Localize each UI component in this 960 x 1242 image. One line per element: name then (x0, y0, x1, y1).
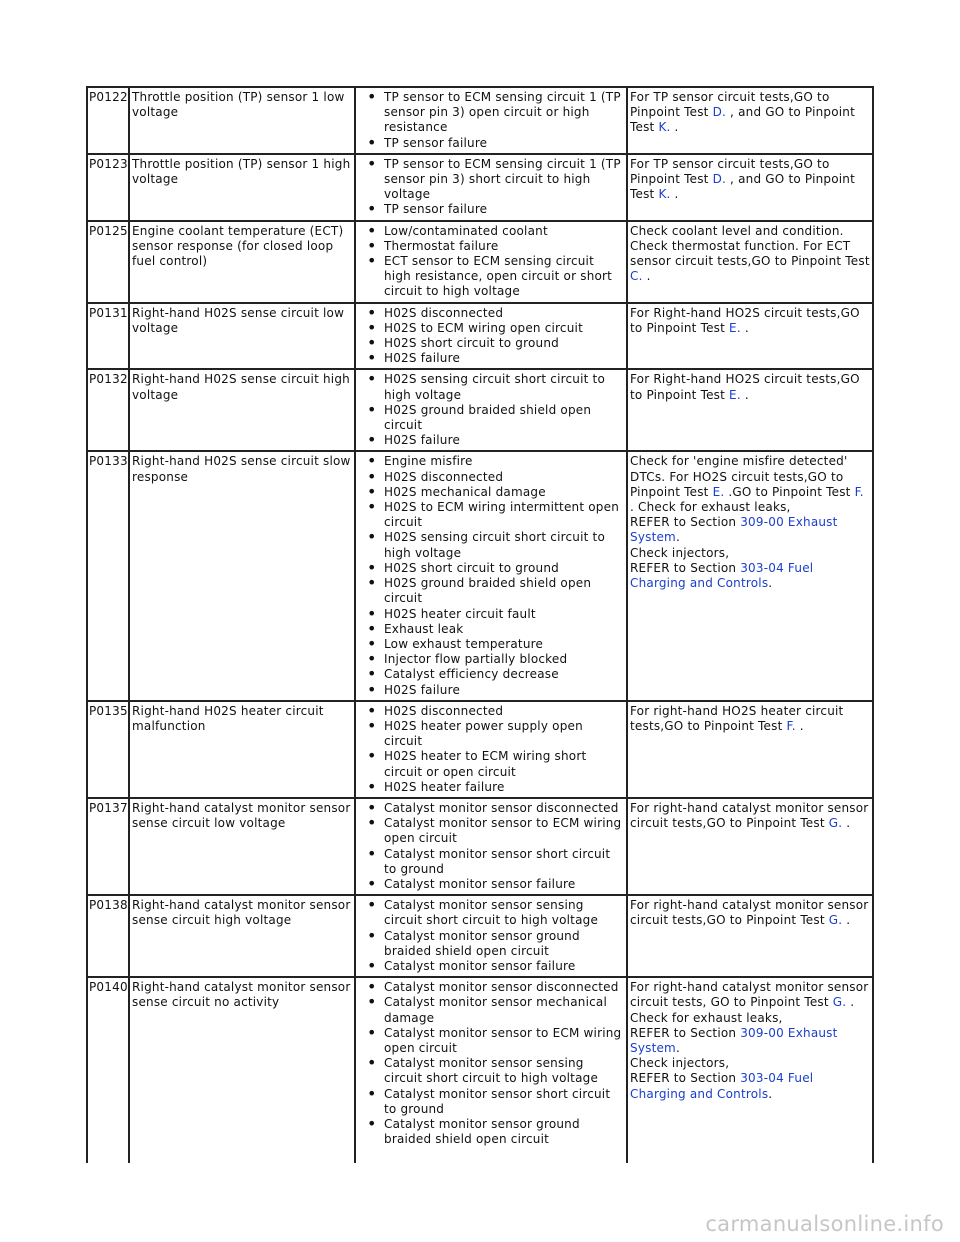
cause-item: • Catalyst monitor sensor disconnected (360, 980, 624, 995)
cause-item: • H02S short circuit to ground (360, 336, 624, 351)
reference-link[interactable]: 303-04 Fuel Charging and Controls (630, 1071, 814, 1101)
action-text: Check injectors, (630, 1056, 730, 1071)
action (626, 370, 874, 450)
possible-causes (354, 370, 626, 450)
cause-item: • H02S disconnected (360, 306, 624, 321)
action-text: For right-hand HO2S heater circuit tests,GO to Pinpoint Test (630, 703, 844, 733)
cause-list (358, 224, 624, 300)
action-text: . Check for exhaust leaks, (630, 500, 791, 515)
action (626, 155, 874, 220)
cause-item: • Catalyst monitor sensor mechanical damage (360, 995, 624, 1025)
table-row (86, 976, 874, 1149)
cause-item: • H02S ground braided shield open circuit (360, 576, 624, 606)
action-text: . (795, 718, 804, 733)
action-text: For right-hand catalyst monitor sensor circuit tests,GO to Pinpoint Test (630, 898, 869, 928)
cause-item: • Catalyst monitor sensor ground braided shield open circuit (360, 1117, 624, 1147)
action (626, 304, 874, 369)
action-text: REFER to Section (630, 1025, 741, 1040)
possible-causes (354, 702, 626, 797)
cause-item: • ECT sensor to ECM sensing circuit high resistance, open circuit or short circuit to high voltage (360, 254, 624, 300)
action-text: Check injectors, (630, 545, 730, 560)
action-text: . (768, 576, 773, 591)
action-text: For Right-hand HO2S circuit tests,GO to Pinpoint Test (630, 305, 860, 335)
dtc-description: Throttle position (TP) sensor 1 low voltage (128, 88, 354, 153)
action-text: , and GO to Pinpoint Test (630, 105, 856, 135)
reference-link[interactable]: E. (729, 320, 741, 335)
dtc-description: Right-hand catalyst monitor sensor sense circuit low voltage (128, 799, 354, 894)
dtc-code: P0133 (86, 452, 128, 699)
reference-link[interactable]: 309-00 Exhaust System (630, 515, 838, 545)
action-text: . (670, 120, 679, 135)
reference-link[interactable]: G. (828, 913, 843, 928)
table-row (86, 86, 874, 153)
action-text: . (670, 187, 679, 202)
cause-item: • H02S sensing circuit short circuit to high voltage (360, 530, 624, 560)
cause-item: • H02S ground braided shield open circuit (360, 403, 624, 433)
table-row (86, 797, 874, 894)
reference-link[interactable]: D. (712, 105, 727, 120)
action-text: . (842, 816, 851, 831)
action (626, 978, 874, 1149)
cause-item: • Catalyst monitor sensor failure (360, 877, 624, 892)
action-text: . (768, 1086, 773, 1101)
possible-causes (354, 896, 626, 976)
cause-item: • Catalyst monitor sensor sensing circuit short circuit to high voltage (360, 1056, 624, 1086)
cause-item: • Catalyst efficiency decrease (360, 667, 624, 682)
cause-list (358, 90, 624, 151)
cause-list (358, 980, 624, 1147)
reference-link[interactable]: F. (854, 484, 864, 499)
reference-link[interactable]: K. (658, 120, 671, 135)
action-text: . (740, 320, 749, 335)
action-text: For TP sensor circuit tests,GO to Pinpoint Test (630, 90, 830, 120)
cause-item: • Catalyst monitor sensor failure (360, 959, 624, 974)
dtc-description: Throttle position (TP) sensor 1 high voltage (128, 155, 354, 220)
cause-list (358, 372, 624, 448)
table-row (86, 368, 874, 450)
action-text: For Right-hand HO2S circuit tests,GO to Pinpoint Test (630, 372, 860, 402)
cause-item: • TP sensor failure (360, 202, 624, 217)
action-text: For right-hand catalyst monitor sensor circuit tests,GO to Pinpoint Test (630, 800, 869, 831)
reference-link[interactable]: E. (712, 484, 725, 499)
dtc-code: P0140 (86, 978, 128, 1149)
dtc-description: Engine coolant temperature (ECT) sensor response (for closed loop fuel control) (128, 222, 354, 302)
table-tail (86, 1149, 874, 1163)
reference-link[interactable]: 303-04 Fuel Charging and Controls (630, 560, 814, 591)
action-text: . (642, 269, 651, 284)
cause-item: • Catalyst monitor sensor short circuit to ground (360, 847, 624, 877)
dtc-code: P0122 (86, 88, 128, 153)
table-row (86, 153, 874, 220)
cause-item: • Engine misfire (360, 454, 624, 469)
dtc-code: P0123 (86, 155, 128, 220)
cause-item: • H02S disconnected (360, 704, 624, 719)
cause-item: • Thermostat failure (360, 239, 624, 254)
table-row (86, 894, 874, 976)
cause-item: • Catalyst monitor sensor to ECM wiring open circuit (360, 816, 624, 846)
table-row (86, 302, 874, 369)
cause-item: • Exhaust leak (360, 622, 624, 637)
possible-causes (354, 155, 626, 220)
action-text: Check thermostat function. For ECT sensor circuit tests,GO to Pinpoint Test (630, 238, 870, 269)
action-text: For TP sensor circuit tests,GO to Pinpoint Test (630, 156, 830, 187)
cause-item: • H02S heater power supply open circuit (360, 719, 624, 749)
reference-link[interactable]: 309-00 Exhaust System (630, 1025, 838, 1055)
dtc-description: Right-hand H02S heater circuit malfunction (128, 702, 354, 797)
reference-link[interactable]: F. (786, 718, 796, 733)
dtc-description: Right-hand catalyst monitor sensor sense circuit high voltage (128, 896, 354, 976)
cause-item: • Low exhaust temperature (360, 637, 624, 652)
cause-list (358, 157, 624, 218)
reference-link[interactable]: G. (828, 816, 843, 831)
action-text: . (842, 913, 851, 928)
action-text: For right-hand catalyst monitor sensor circuit tests, GO to Pinpoint Test (630, 980, 869, 1010)
action (626, 452, 874, 699)
dtc-description: Right-hand catalyst monitor sensor sense circuit no activity (128, 978, 354, 1149)
possible-causes (354, 304, 626, 369)
cause-item: • TP sensor to ECM sensing circuit 1 (TP sensor pin 3) open circuit or high resistance (360, 90, 624, 136)
action-text: , and GO to Pinpoint Test (630, 172, 856, 202)
action (626, 222, 874, 302)
dtc-code: P0137 (86, 799, 128, 894)
dtc-description: Right-hand H02S sense circuit slow response (128, 452, 354, 699)
reference-link[interactable]: C. (630, 269, 643, 284)
action-text: . (675, 1040, 680, 1055)
cause-item: • H02S sensing circuit short circuit to high voltage (360, 372, 624, 402)
cause-item: • H02S heater to ECM wiring short circuit or open circuit (360, 749, 624, 779)
cause-item: • Low/contaminated coolant (360, 224, 624, 239)
action (626, 88, 874, 153)
cause-item: • H02S to ECM wiring intermittent open circuit (360, 500, 624, 530)
cause-list (358, 898, 624, 974)
cause-item: • H02S to ECM wiring open circuit (360, 321, 624, 336)
cause-list (358, 454, 624, 697)
cause-item: • H02S disconnected (360, 470, 624, 485)
dtc-code: P0138 (86, 896, 128, 976)
cause-item: • H02S heater failure (360, 780, 624, 795)
action-text: Check for exhaust leaks, (630, 1010, 783, 1025)
dtc-code: P0125 (86, 222, 128, 302)
cause-list (358, 801, 624, 892)
dtc-description: Right-hand H02S sense circuit high voltage (128, 370, 354, 450)
possible-causes (354, 452, 626, 699)
action-text: .GO to Pinpoint Test (724, 484, 855, 499)
action (626, 799, 874, 894)
cause-item: • H02S short circuit to ground (360, 561, 624, 576)
reference-link[interactable]: D. (712, 172, 727, 187)
cause-item: • H02S failure (360, 351, 624, 366)
dtc-code: P0135 (86, 702, 128, 797)
dtc-code: P0132 (86, 370, 128, 450)
possible-causes (354, 88, 626, 153)
cause-item: • H02S mechanical damage (360, 485, 624, 500)
cause-list (358, 704, 624, 795)
cause-item: • H02S failure (360, 433, 624, 448)
action-text: . (740, 387, 749, 402)
action (626, 702, 874, 797)
cause-item: • Catalyst monitor sensor disconnected (360, 801, 624, 816)
cause-item: • H02S failure (360, 683, 624, 698)
cause-item: • Injector flow partially blocked (360, 652, 624, 667)
possible-causes (354, 978, 626, 1149)
cause-item: • Catalyst monitor sensor sensing circuit short circuit to high voltage (360, 898, 624, 928)
possible-causes (354, 799, 626, 894)
cause-item: • H02S heater circuit fault (360, 607, 624, 622)
action-text: REFER to Section (630, 1071, 741, 1086)
cause-item: • TP sensor to ECM sensing circuit 1 (TP sensor pin 3) short circuit to high voltage (360, 157, 624, 203)
possible-causes (354, 222, 626, 302)
dtc-description: Right-hand H02S sense circuit low voltage (128, 304, 354, 369)
table-row (86, 700, 874, 797)
cause-item: • Catalyst monitor sensor to ECM wiring open circuit (360, 1026, 624, 1056)
cause-list (358, 306, 624, 367)
action-text: . (846, 995, 855, 1010)
reference-link[interactable]: G. (832, 995, 847, 1010)
dtc-code: P0131 (86, 304, 128, 369)
action-text: REFER to Section (630, 560, 741, 575)
reference-link[interactable]: E. (729, 387, 741, 402)
table-row (86, 450, 874, 699)
cause-item: • Catalyst monitor sensor ground braided shield open circuit (360, 929, 624, 959)
action-text: . (675, 530, 680, 545)
action-text: Check for 'engine misfire detected' DTCs. For HO2S circuit tests,GO to Pinpoint Test (630, 454, 848, 499)
dtc-table (86, 86, 874, 1163)
action (626, 896, 874, 976)
watermark: carmanualsonline.info (705, 1212, 944, 1236)
cause-item: • TP sensor failure (360, 136, 624, 151)
action-text: REFER to Section (630, 515, 741, 530)
table-row (86, 220, 874, 302)
cause-item: • Catalyst monitor sensor short circuit to ground (360, 1087, 624, 1117)
reference-link[interactable]: K. (658, 187, 671, 202)
action-text: Check coolant level and condition. (630, 223, 844, 238)
